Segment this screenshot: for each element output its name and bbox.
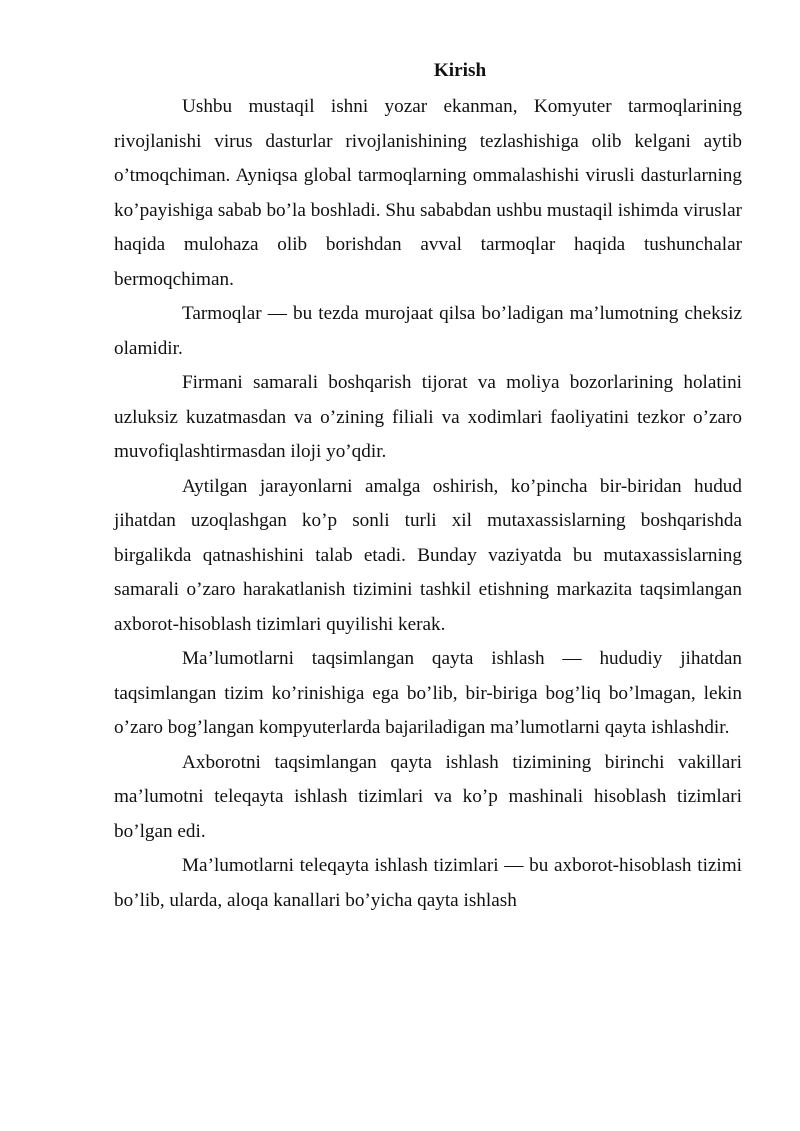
paragraph-specialists: Aytilgan jarayonlarni amalga oshirish, ko’pincha bir-biridan hudud jihatdan uzoqlashgan ko’p sonli turli xil mutaxassislarning boshqarishda birgalikda qatnashishini talab etadi. Bunday vaziyatda bu mutaxassislarning samarali o’zaro harakatlanish tizimini tashkil etishning markazita taqsimlangan axborot-hisoblash tizimlari quyilishi kerak. — [114, 475, 742, 635]
paragraph-firm-management: Firmani samarali boshqarish tijorat va moliya bozorlarining holatini uzluksiz kuzatmasdan va o’zining filiali va xodimlari faoliyatini tezkor o’zaro muvofiqlashtirmasdan iloji yo’qdir. — [114, 372, 742, 462]
paragraph-networks-definition: Tarmoqlar — bu tezda murojaat qilsa bo’ladigan ma’lumotning cheksiz olamidir. — [114, 303, 742, 359]
paragraph-intro: Ushbu mustaqil ishni yozar ekanman, Komyuter tarmoqlarining rivojlanishi virus dasturlar rivojlanishining tezlashishiga olib kelgani aytib o’tmoqchiman. Ayniqsa global tarmoqlarning ommalashishi virusli dasturlarning ko’payishiga sabab bo’la boshladi. Shu sababdan ushbu mustaqil ishimda viruslar haqida mulohaza olib borishdan avval tarmoqlar haqida tushunchalar bermoqchiman. — [114, 96, 742, 290]
paragraph-first-representatives: Axborotni taqsimlangan qayta ishlash tizimining birinchi vakillari ma’lumotni teleqayta ishlash tizimlari va ko’p mashinali hisoblash tizimlari bo’lgan edi. — [114, 751, 742, 842]
document-page — [114, 58, 742, 918]
paragraph-distributed-processing: Ma’lumotlarni taqsimlangan qayta ishlash — hududiy jihatdan taqsimlangan tizim ko’rinishiga ega bo’lib, bir-biriga bog’liq bo’lmagan, lekin o’zaro bog’langan kompyuterlarda bajariladigan ma’lumotlarni qayta ishlashdir. — [114, 648, 742, 738]
page-title: Kirish — [433, 60, 487, 81]
paragraph-teleprocessing: Ma’lumotlarni teleqayta ishlash tizimlari — bu axborot-hisoblash tizimi bo’lib, ularda, aloqa kanallari bo’yicha qayta ishlash — [114, 855, 742, 911]
